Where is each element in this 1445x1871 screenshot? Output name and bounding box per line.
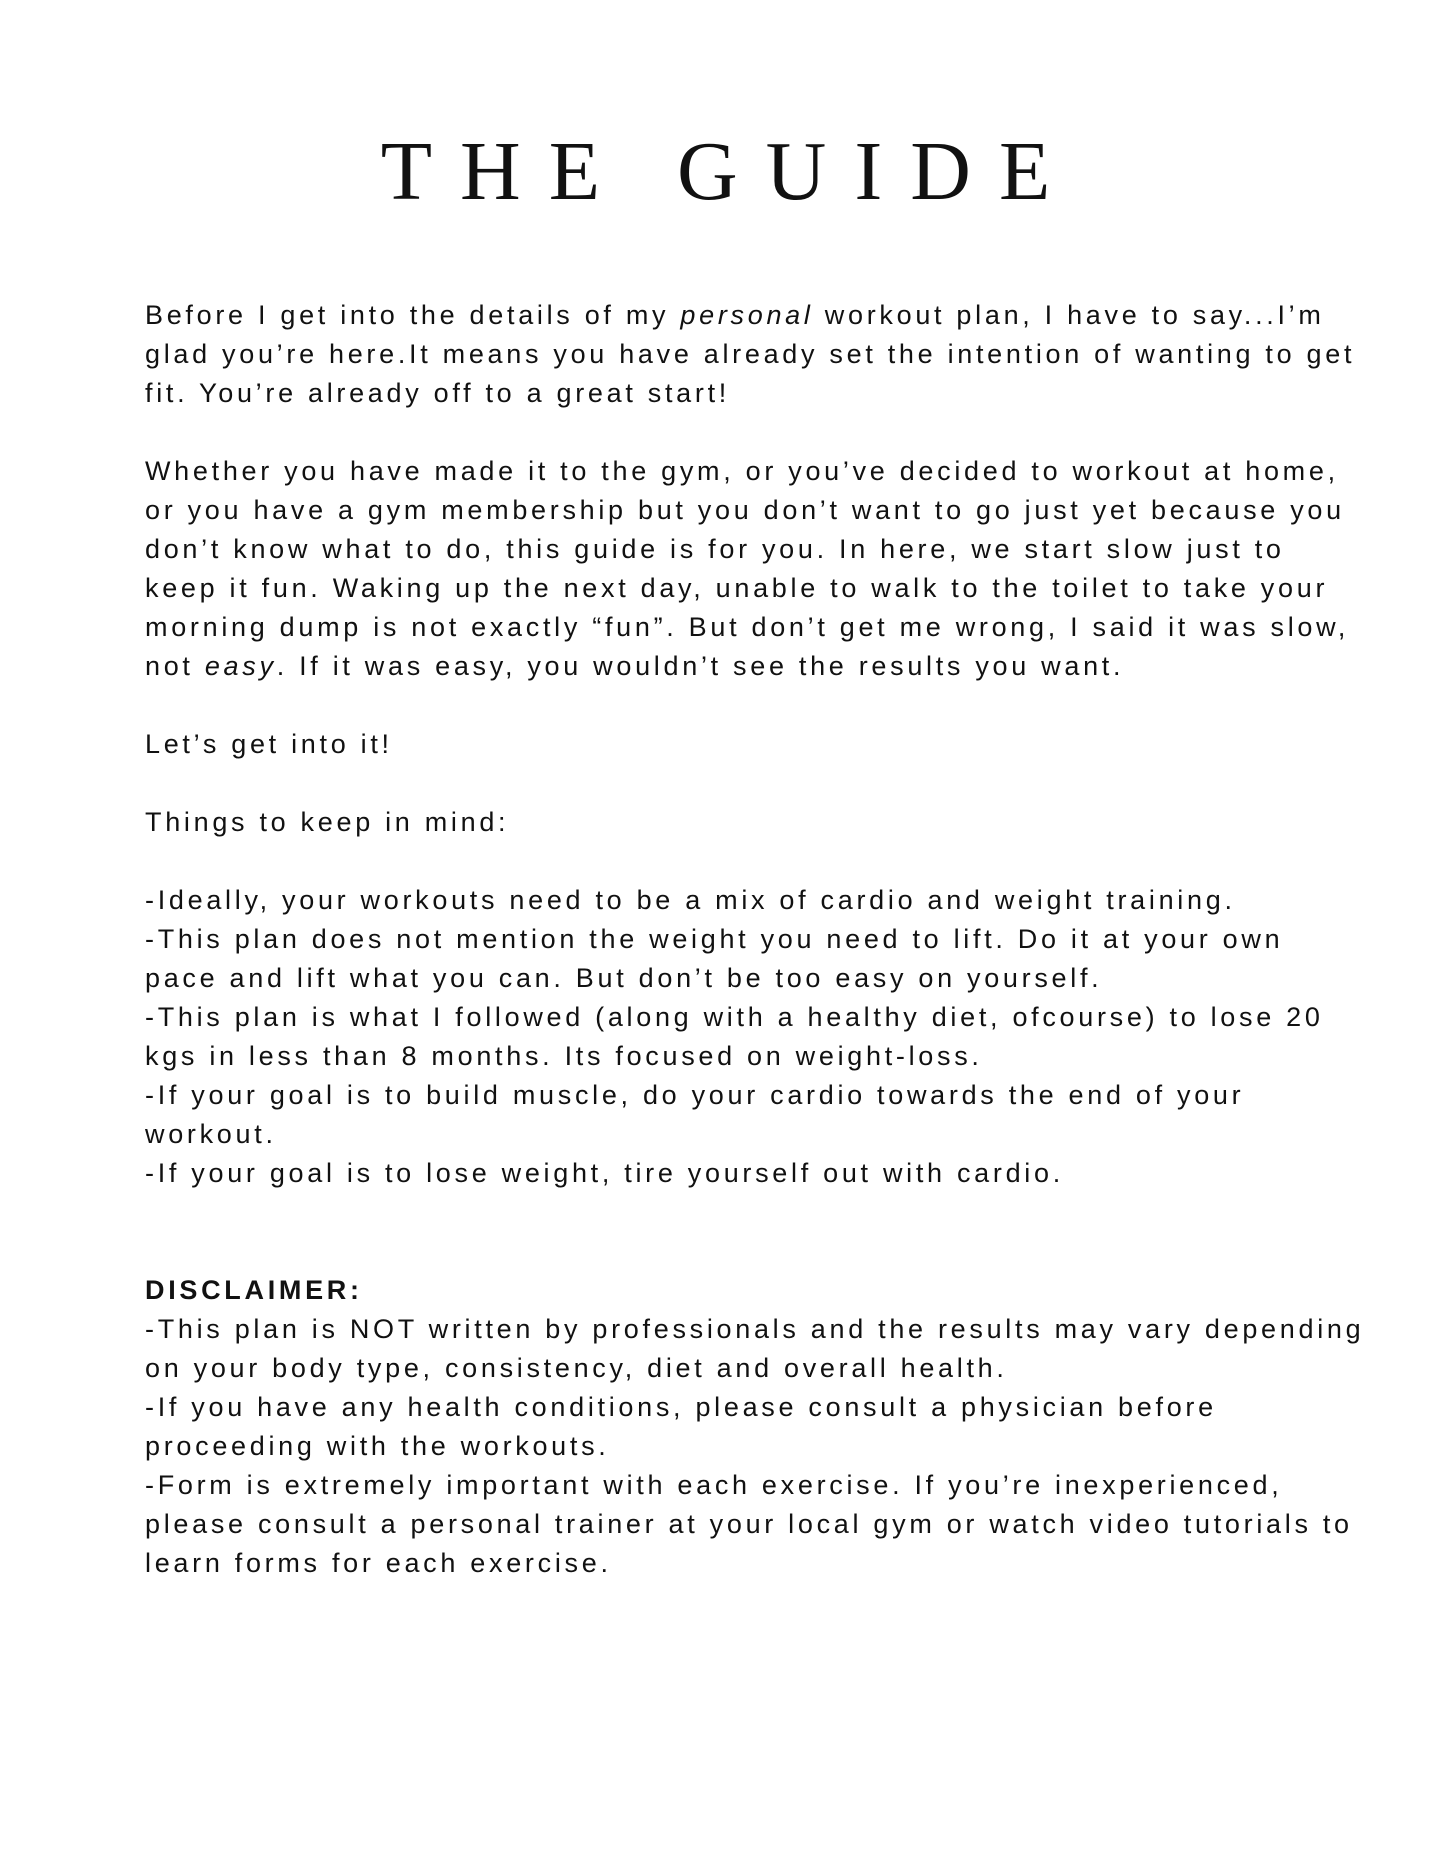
- disclaimer-section: [145, 1271, 1365, 1583]
- intro-paragraph: [145, 296, 1365, 413]
- tips-list: [145, 881, 1365, 1193]
- intro-text-start: Before I get into the details of my: [145, 300, 681, 330]
- spacer: [145, 1193, 1365, 1271]
- spacer: [145, 413, 1365, 452]
- intro-emphasis: personal: [680, 300, 814, 330]
- intro-text-end: workout plan, I have to say...I’m glad you’re here.It means you have already set the intention of wanting to get fit. You’re already off to a great start!: [145, 300, 1356, 408]
- tip-item: -If your goal is to build muscle, do your cardio towards the end of your workout.: [145, 1080, 1245, 1149]
- tip-item: -This plan is what I followed (along with a healthy diet, ofcourse) to lose 20 kgs in less than 8 months. Its focused on weight-loss.: [145, 1002, 1324, 1071]
- document-body: [145, 296, 1365, 1583]
- disclaimer-item: -Form is extremely important with each exercise. If you’re inexperienced, please consult a personal trainer at your local gym or watch video tutorials to learn forms for each exercise.: [145, 1470, 1353, 1578]
- tip-item: -This plan does not mention the weight you need to lift. Do it at your own pace and lift what you can. But don’t be too easy on yourself.: [145, 924, 1284, 993]
- gym-text-start: Whether you have made it to the gym, or you’ve decided to workout at home, or you have a gym membership but you don’t want to go just yet because you don’t know what to do, this guide is for you. In here, we start slow just to keep it fun. Waking up the next day, unable to walk to the toilet to take your morning dump is not exactly “fun”. But don’t get me wrong, I said it was slow, not: [145, 456, 1350, 681]
- spacer: [145, 842, 1365, 881]
- spacer: [145, 686, 1365, 725]
- gym-paragraph: [145, 452, 1365, 686]
- gym-emphasis: easy: [204, 651, 277, 681]
- disclaimer-item: -This plan is NOT written by professionals and the results may vary depending on your body type, consistency, diet and overall health.: [145, 1314, 1365, 1383]
- things-heading: Things to keep in mind:: [145, 807, 510, 837]
- gym-text-end: . If it was easy, you wouldn’t see the results you want.: [276, 651, 1125, 681]
- disclaimer-item: -If you have any health conditions, please consult a physician before proceeding with the workouts.: [145, 1392, 1217, 1461]
- tip-item: -If your goal is to lose weight, tire yourself out with cardio.: [145, 1158, 1064, 1188]
- page-title: THE GUIDE: [380, 125, 1079, 218]
- lets-go-line: Let’s get into it!: [145, 729, 393, 759]
- tip-item: -Ideally, your workouts need to be a mix of cardio and weight training.: [145, 885, 1236, 915]
- spacer: [145, 764, 1365, 803]
- disclaimer-heading: DISCLAIMER:: [145, 1275, 363, 1305]
